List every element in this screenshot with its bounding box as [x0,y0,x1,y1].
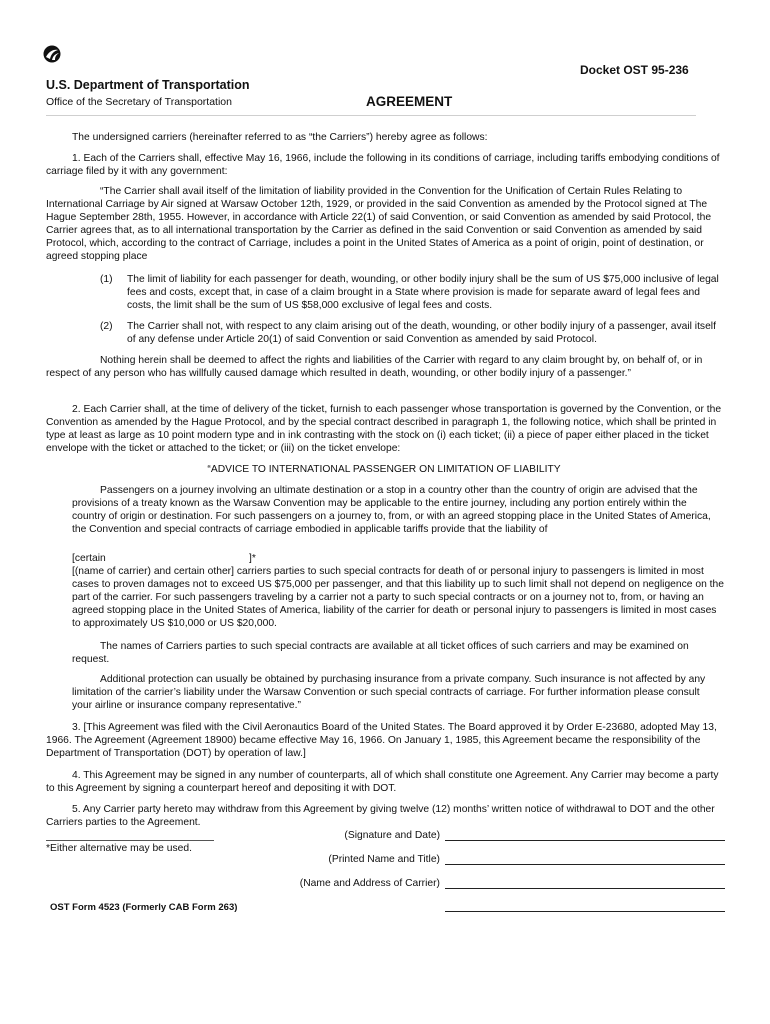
item-1-text: The limit of liability for each passenger for death, wounding, or other bodily injury shall be the sum of US $75,000 inclusive of legal fees and costs, except that, in case of a claim brought in a State where provision is made for separate award of legal fees and costs, the limit shall be the sum of US $58,000 exclusive of legal fees and costs. [127,274,719,311]
form-id: OST Form 4523 (Formerly CAB Form 263) [50,902,238,913]
printed-name-line[interactable] [445,864,725,865]
item-2-text: The Carrier shall not, with respect to any claim arising out of the death, wounding, or other bodily injury of a passenger, avail itself of any defense under Article 20(1) of said Convention or said Convention as amended by said Protocol. [127,321,716,345]
paragraph-3: 3. [This Agreement was filed with the Civil Aeronautics Board of the United States. The Board approved it by Order E-23680, adopted May 13, 1966. The Agreement (Agreement 18900) became effective May 16, 1966. On January 1, 1985, this Agreement became the responsibility of the Department of Transportation (DOT) by operation of law.] [46,722,717,759]
paragraph-1-quote: “The Carrier shall avail itself of the limitation of liability provided in the Convention for the Unification of Certain Rules Relating to International Carriage by Air signed at Warsaw October 12th, 1929, or provided in the said Convention as amended by the Protocol signed at The Hague September 28th, 1955. However, in accordance with Article 22(1) of said Convention, or said Convention as amended by said Protocol, the Carrier agrees that, as to all international transportation by the Carrier as defined in the said Convention or said Convention as amended by said Protocol, which, according to the contract of Carriage, includes a point in the United States of America as a point of origin, point of destination, or agreed stopping place [46,186,712,262]
advice-title: “ADVICE TO INTERNATIONAL PASSENGER ON LIMITATION OF LIABILITY [207,464,561,475]
paragraph-1: 1. Each of the Carriers shall, effective May 16, 1966, include the following in its conditions of carriage, including tariffs embodying conditions of carriage filed by it with any government: [46,153,720,177]
item-1-number: (1) [100,274,113,285]
printed-name-label: (Printed Name and Title) [328,854,440,865]
carrier-address-label: (Name and Address of Carrier) [299,878,440,889]
paragraph-4: 4. This Agreement may be signed in any number of counterparts, all of which shall constitute one Agreement. Any Carrier may become a party to this Agreement by signing a counterpart hereof and depositing it with DOT. [46,770,719,794]
advice-paragraph-2: The names of Carriers parties to such special contracts are available at all ticket offices of such carriers and may be examined on request. [72,641,689,665]
paragraph-2: 2. Each Carrier shall, at the time of delivery of the ticket, furnish to each passenger whose transportation is governed by the Convention, or the Convention as amended by the Hague Protocol, and by the special contract described in paragraph 1, the following notice, which shall be printed in type at least as large as 10 point modern type and in ink contrasting with the stock on (i) each ticket; (ii) a piece of paper either placed in the ticket envelope with the ticket or attached to the ticket; or (iii) on the ticket envelope: [46,404,722,454]
signature-date-line[interactable] [445,840,725,841]
footnote: *Either alternative may be used. [46,843,192,854]
docket-number: Docket OST 95-236 [580,63,689,77]
page-title: AGREEMENT [366,94,453,109]
carrier-address-line-2[interactable] [445,911,725,912]
header-divider [46,115,696,116]
certain-open: [certain [72,553,106,564]
paragraph-5: 5. Any Carrier party hereto may withdraw from this Agreement by giving twelve (12) months’ written notice of withdrawal to DOT and the other Carriers parties to the Agreement. [46,804,715,828]
signature-date-label: (Signature and Date) [344,830,440,841]
nothing-herein-text: Nothing herein shall be deemed to affect the rights and liabilities of the Carrier with regard to any claim brought by, on behalf of, or in respect of any person who has willfully caused damage which resulted in death, wounding, or other bodily injury of a passenger.” [46,355,703,379]
item-2-number: (2) [100,321,113,332]
carrier-address-line[interactable] [445,888,725,889]
advice-paragraph-1: Passengers on a journey involving an ultimate destination or a stop in a country other than the country of origin are advised that the provisions of a treaty known as the Warsaw Convention may be applicable to the entire journey, including any portion entirely within the country of origin or destination. For such passengers on a journey to, from, or with an agreed stopping place in the United States of America, the Convention and special contracts of carriage embodied in applicable tariffs provide that the liability of [72,485,711,535]
dot-logo-icon [43,45,61,63]
office-name: Office of the Secretary of Transportation [46,96,232,108]
advice-paragraph-3: Additional protection can usually be obtained by purchasing insurance from a private company. Such insurance is not affected by any limitation of the carrier’s liability under the Warsaw Convention or such special contracts of carriage. For further information please consult your airline or insurance company representative.” [72,674,706,711]
certain-close: ]* [249,553,256,564]
department-name: U.S. Department of Transportation [46,78,250,92]
intro-text: The undersigned carriers (hereinafter referred to as “the Carriers”) hereby agree as follows: [72,132,488,143]
advice-paragraph-1b: [(name of carrier) and certain other] carriers parties to such special contracts for death of or personal injury to passengers is limited in most cases to proven damages not to exceed US $75,000 per passenger, and that this liability up to such limit shall not depend on negligence on the part of the carrier. For such passengers traveling by a carrier not a party to such special contracts or on a journey not to, from, or having an agreed stopping place in the United States of America, liability of the carrier for death or personal injury to passengers is limited in most cases to approximately US $10,000 or US $20,000. [72,566,724,629]
